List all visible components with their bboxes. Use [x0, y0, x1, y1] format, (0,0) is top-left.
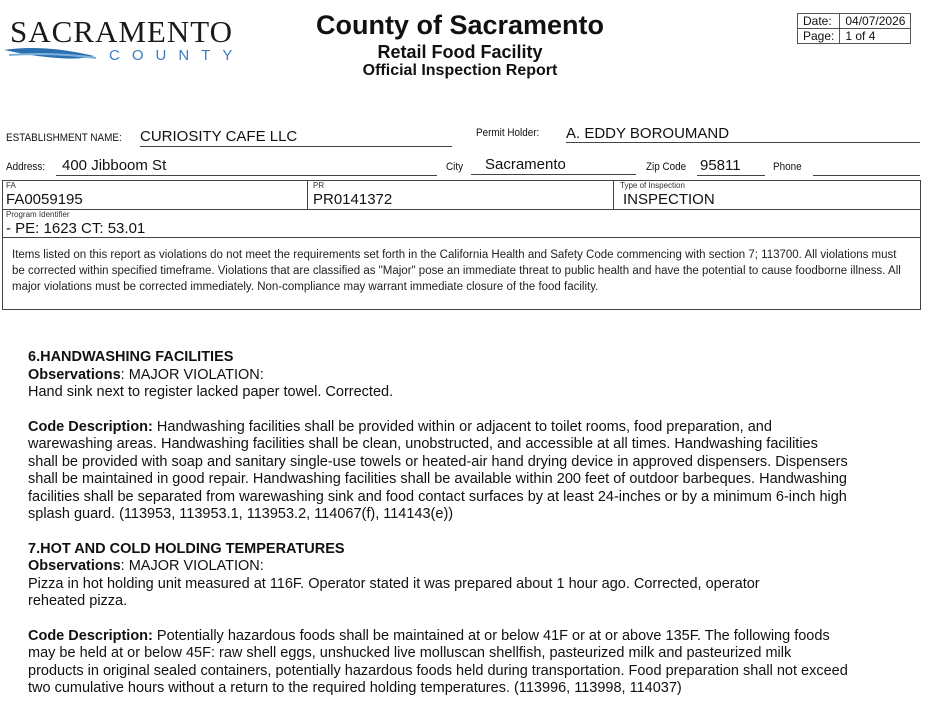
date-value: 04/07/2026 — [840, 14, 911, 29]
fa-value: FA0059195 — [6, 191, 83, 208]
inspection-type-label: Type of Inspection — [620, 181, 685, 190]
fa-label: FA — [6, 181, 16, 190]
phone-label: Phone — [773, 161, 802, 173]
violation-title: 6.HANDWASHING FACILITIES — [28, 349, 234, 365]
inspection-type-value: INSPECTION — [623, 191, 715, 208]
observation-text: Pizza in hot holding unit measured at 116F. Operator stated it was prepared about 1 hour ago. Corrected, operator reheated pizza. — [28, 575, 760, 609]
page-label: Page: — [798, 29, 840, 44]
violations-list — [28, 349, 850, 710]
address-label: Address: — [6, 161, 46, 173]
permit-holder-value: A. EDDY BOROUMAND — [566, 125, 730, 142]
date-page-box — [797, 13, 911, 44]
zip-value: 95811 — [700, 157, 741, 174]
report-type-title: Official Inspection Report — [362, 62, 558, 79]
program-identifier-value: - PE: 1623 CT: 53.01 — [6, 220, 146, 237]
code-description-text: Handwashing facilities shall be provided within or adjacent to toilet rooms, food preparation, and warewashing areas. Handwashing facilities shall be clean, unobstructed, and accessible at all times. Handwashing facilities shall be provided with soap and sanitary single-use towels or heated-air hand drying device in approved dispensers. Dispensers shall be maintained in good repair. Handwashing facilities shall be available within 200 feet of outdoor barbeques. Handwashing facilities shall be separated from warewashing sink and food contact surfaces by at least 24-inches or by a minimum 6-inch high splash guard. (113953, 113953.1, 113953.2, 114067(f), 114143(e)) — [28, 418, 848, 522]
code-description-label: Code Description: — [28, 418, 153, 435]
establishment-name-label: ESTABLISHMENT NAME: — [6, 132, 122, 144]
establishment-name-value: CURIOSITY CAFE LLC — [140, 128, 298, 145]
pr-value: PR0141372 — [313, 191, 393, 208]
zip-label: Zip Code — [646, 161, 687, 173]
violation-item — [28, 541, 850, 698]
page-title: County of Sacramento — [315, 10, 605, 40]
svg-text:COUNTY: COUNTY — [109, 47, 244, 64]
code-description-text: Potentially hazardous foods shall be maintained at or below 41F or at or above 135F. The following foods may be held at or below 45F: raw shell eggs, unshucked live molluscan shellfish, pasteurized milk and pasteurized milk products in original sealed containers, potentially hazardous foods held during transportation. Food preparation shall not exceed two cumulative hours without a return to the required holding temperatures. (113996, 113998, 114037) — [28, 627, 848, 696]
pr-label: PR — [313, 181, 325, 190]
observations-label: Observations — [28, 366, 121, 383]
observations-label: Observations — [28, 558, 121, 574]
city-value: Sacramento — [485, 156, 566, 173]
date-label: Date: — [798, 14, 840, 29]
city-label: City — [446, 161, 464, 173]
sacramento-county-logo — [4, 8, 244, 68]
program-identifier-label: Program Identifier — [6, 210, 70, 219]
report-subtitle: Retail Food Facility — [377, 42, 543, 62]
observation-status: : MAJOR VIOLATION: — [120, 558, 264, 574]
observation-text: Hand sink next to register lacked paper towel. Corrected. — [28, 384, 394, 400]
address-value: 400 Jibboom St — [62, 157, 167, 174]
page-value: 1 of 4 — [840, 29, 911, 44]
permit-holder-label: Permit Holder: — [476, 127, 540, 139]
compliance-notice: Items listed on this report as violations do not meet the requirements set forth in the California Health and Safety Code commencing with section 7; 113700. All violations must be corrected within specified timeframe. Violations that are classified as "Major" pose an immediate threat to public health and have the potential to cause foodborne illness. All major violations must be corrected immediately. Non-compliance may warrant immediate closure of the food facility. — [12, 249, 901, 293]
violation-item — [28, 349, 850, 524]
svg-text:SACRAMENTO: SACRAMENTO — [10, 14, 234, 49]
violation-title: 7.HOT AND COLD HOLDING TEMPERATURES — [28, 540, 345, 557]
code-description-label: Code Description: — [28, 627, 153, 644]
observation-status: : MAJOR VIOLATION: — [120, 366, 264, 383]
